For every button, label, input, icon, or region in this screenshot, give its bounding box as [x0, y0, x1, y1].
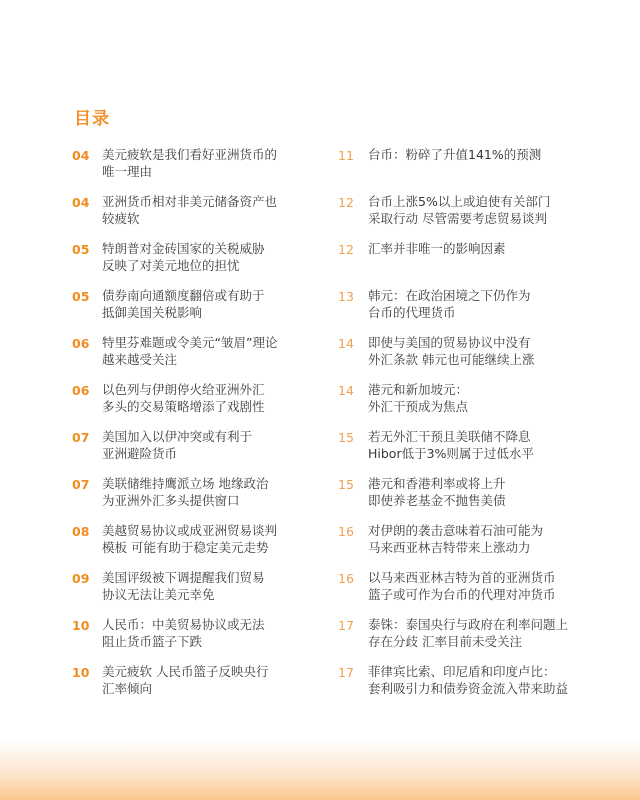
toc-entry-title: 港元和香港利率或将上升 即使养老基金不抛售美债 [368, 476, 506, 508]
toc-entry-title: 美元疲软是我们看好亚洲货币的 唯一理由 [102, 147, 278, 179]
toc-page-number: 16 [338, 524, 354, 539]
toc-entry[interactable] [72, 381, 312, 428]
toc-page-number: 14 [338, 383, 354, 398]
toc-entry-title: 美国评级被下调提醒我们贸易 协议无法让美元幸免 [102, 570, 265, 602]
toc-entry[interactable] [72, 616, 312, 663]
toc-page-number: 10 [72, 665, 90, 680]
toc-entry[interactable] [72, 240, 312, 287]
toc-entry-title: 美国加入以伊冲突或有利于 亚洲避险货币 [102, 429, 253, 461]
toc-entry-title: 泰铢：泰国央行与政府在利率问题上 存在分歧 汇率目前未受关注 [368, 617, 569, 649]
toc-page-number: 11 [338, 148, 354, 163]
toc-entry[interactable] [338, 287, 588, 334]
toc-entry-title: 美元疲软 人民币篮子反映央行 汇率倾向 [102, 664, 269, 696]
toc-page-number: 16 [338, 571, 354, 586]
bottom-gradient-band [0, 740, 640, 800]
toc-entry-title: 以马来西亚林吉特为首的亚洲货币 篮子或可作为台币的代理对冲货币 [368, 570, 556, 602]
toc-page-number: 06 [72, 336, 90, 351]
toc-entry[interactable] [338, 569, 588, 616]
toc-entry-title: 菲律宾比索、印尼盾和印度卢比： 套利吸引力和债券资金流入带来助益 [368, 664, 569, 696]
toc-entry[interactable] [72, 663, 312, 710]
toc-entry-title: 即使与美国的贸易协议中没有 外汇条款 韩元也可能继续上涨 [368, 335, 535, 367]
toc-entry[interactable] [72, 428, 312, 475]
toc-entry-title: 台币：粉碎了升值141%的预测 [368, 147, 542, 162]
toc-page-number: 05 [72, 289, 90, 304]
toc-page-number: 04 [72, 148, 90, 163]
toc-entry[interactable] [72, 193, 312, 240]
toc-entry[interactable] [338, 334, 588, 381]
toc-entry[interactable] [72, 475, 312, 522]
toc-page-number: 04 [72, 195, 90, 210]
toc-entry[interactable] [72, 569, 312, 616]
toc-page-number: 17 [338, 618, 354, 633]
toc-entry[interactable] [338, 475, 588, 522]
toc-column-right [338, 146, 588, 710]
toc-page-number: 10 [72, 618, 90, 633]
toc-entry-title: 韩元：在政治困境之下仍作为 台币的代理货币 [368, 288, 531, 320]
toc-entry-title: 人民币：中美贸易协议或无法 阻止货币篮子下跌 [102, 617, 265, 649]
toc-entry[interactable] [72, 334, 312, 381]
toc-page-number: 17 [338, 665, 354, 680]
toc-entry[interactable] [338, 146, 588, 193]
toc-page-number: 14 [338, 336, 354, 351]
toc-entry[interactable] [338, 663, 588, 710]
toc-column-left [72, 146, 312, 710]
toc-entry[interactable] [338, 522, 588, 569]
toc-entry[interactable] [338, 240, 588, 287]
toc-page-number: 09 [72, 571, 90, 586]
toc-entry-title: 美联储维持鹰派立场 地缘政治 为亚洲外汇多头提供窗口 [102, 476, 269, 508]
toc-entry[interactable] [338, 193, 588, 240]
toc-entry-title: 以色列与伊朗停火给亚洲外汇 多头的交易策略增添了戏剧性 [102, 382, 265, 414]
toc-entry[interactable] [338, 616, 588, 663]
toc-page-number: 05 [72, 242, 90, 257]
toc-entry-title: 亚洲货币相对非美元储备资产也 较疲软 [102, 194, 278, 226]
toc-entry-title: 债券南向通额度翻倍或有助于 抵御美国关税影响 [102, 288, 265, 320]
toc-entry[interactable] [72, 146, 312, 193]
toc-page-number: 13 [338, 289, 354, 304]
toc-page-number: 07 [72, 430, 90, 445]
toc-page-number: 12 [338, 195, 354, 210]
toc-page-number: 15 [338, 430, 354, 445]
toc-entry-title: 特朗普对金砖国家的关税威胁 反映了对美元地位的担忧 [102, 241, 265, 273]
toc-entry-title: 港元和新加坡元： 外汇干预成为焦点 [368, 382, 469, 414]
toc-page-number: 06 [72, 383, 90, 398]
toc-entry[interactable] [338, 428, 588, 475]
toc-page-number: 15 [338, 477, 354, 492]
toc-entry-title: 美越贸易协议或成亚洲贸易谈判 模板 可能有助于稳定美元走势 [102, 523, 278, 555]
toc-entry[interactable] [72, 287, 312, 334]
toc-entry[interactable] [338, 381, 588, 428]
toc-entry-title: 台币上涨5%以上或迫使有关部门 采取行动 尽管需要考虑贸易谈判 [368, 194, 551, 226]
toc-entry-title: 汇率并非唯一的影响因素 [368, 241, 506, 256]
toc-page-number: 12 [338, 242, 354, 257]
toc-entry[interactable] [72, 522, 312, 569]
toc-entry-title: 若无外汇干预且美联储不降息 Hibor低于3%则属于过低水平 [368, 429, 534, 461]
toc-entry-title: 特里芬难题或令美元“皱眉”理论 越来越受关注 [102, 335, 278, 367]
toc-page-number: 08 [72, 524, 90, 539]
toc-page-number: 07 [72, 477, 90, 492]
toc-title: 目录 [74, 109, 110, 129]
toc-entry-title: 对伊朗的袭击意味着石油可能为 马来西亚林吉特带来上涨动力 [368, 523, 544, 555]
